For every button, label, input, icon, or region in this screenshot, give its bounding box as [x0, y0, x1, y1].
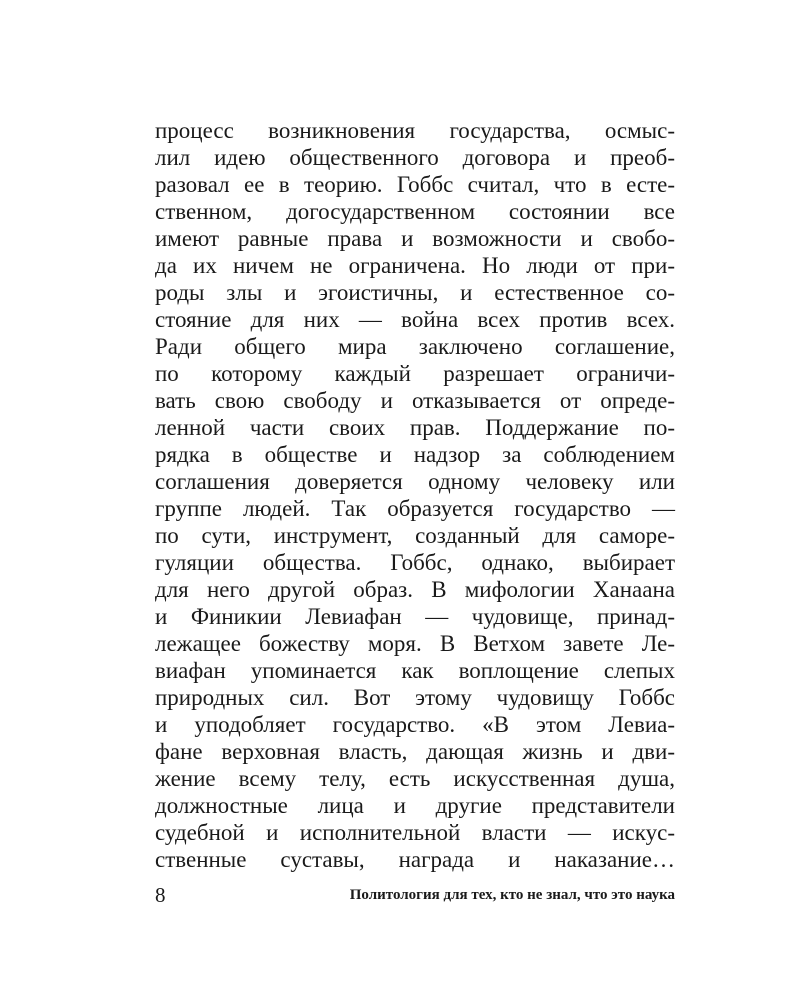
text-line: жение всему телу, есть искусственная душа, — [155, 766, 675, 791]
text-line: процесс возникновения государства, осмыс- — [155, 118, 675, 143]
text-line: разовал ее в теорию. Гоббс считал, что в есте- — [155, 172, 675, 197]
text-line: судебной и исполнительной власти — искус- — [155, 820, 675, 845]
text-line: фане верховная власть, дающая жизнь и дви- — [155, 739, 675, 764]
text-line: и уподобляет государство. «В этом Левиа- — [155, 712, 675, 737]
page-footer — [155, 882, 675, 908]
text-line: роды злы и эгоистичны, и естественное со- — [155, 280, 675, 305]
text-line: ленной части своих прав. Поддержание по- — [155, 415, 675, 440]
text-line: вать свою свободу и отказывается от опреде- — [155, 388, 675, 413]
body-text — [155, 117, 675, 873]
text-line: по которому каждый разрешает ограничи- — [155, 361, 675, 386]
text-line: должностные лица и другие представители — [155, 793, 675, 818]
text-line: лежащее божеству моря. В Ветхом завете Ле- — [155, 631, 675, 656]
text-line: гуляции общества. Гоббс, однако, выбирает — [155, 550, 675, 575]
text-line: ственном, догосударственном состоянии все — [155, 199, 675, 224]
text-line: Ради общего мира заключено соглашение, — [155, 334, 675, 359]
text-line: для него другой образ. В мифологии Ханаана — [155, 577, 675, 602]
text-line: имеют равные права и возможности и свобо- — [155, 226, 675, 251]
text-line: стояние для них — война всех против всех. — [155, 307, 675, 332]
text-line: по сути, инструмент, созданный для саморе- — [155, 523, 675, 548]
text-line: ственные суставы, награда и наказание… — [155, 847, 675, 872]
text-line: рядка в обществе и надзор за соблюдением — [155, 442, 675, 467]
page-number: 8 — [155, 883, 166, 907]
text-line: лил идею общественного договора и преоб- — [155, 145, 675, 170]
running-title: Политология для тех, кто не знал, что это наука — [349, 887, 675, 903]
text-line: виафан упоминается как воплощение слепых — [155, 658, 675, 683]
text-line: и Финикии Левиафан — чудовище, принад- — [155, 604, 675, 629]
text-line: природных сил. Вот этому чудовищу Гоббс — [155, 685, 675, 710]
text-line: группе людей. Так образуется государство — — [155, 496, 675, 521]
text-line: соглашения доверяется одному человеку или — [155, 469, 675, 494]
text-line: да их ничем не ограничена. Но люди от при- — [155, 253, 675, 278]
